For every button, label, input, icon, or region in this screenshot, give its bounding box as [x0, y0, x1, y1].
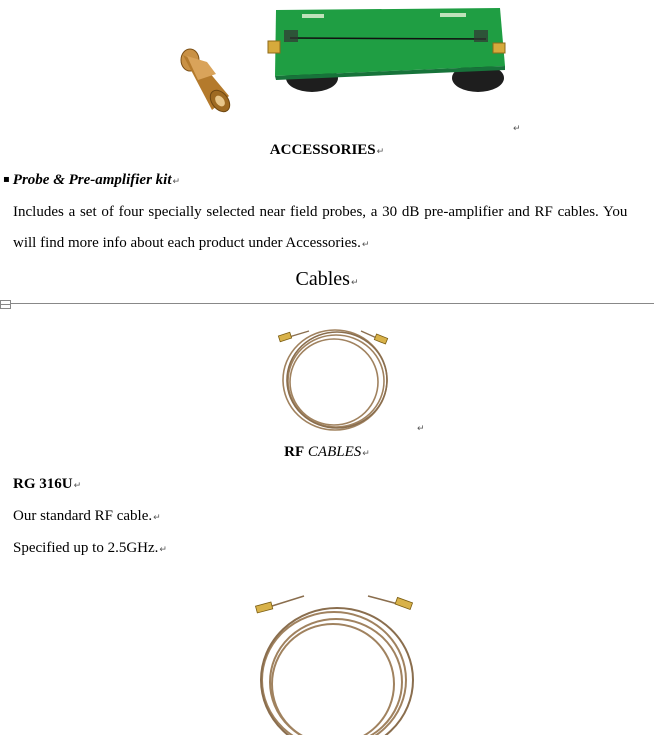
kit-title: Probe & Pre-amplifier kit — [12, 172, 172, 188]
paragraph-mark: ↵ — [172, 177, 181, 187]
cable-description-line-1 — [13, 508, 161, 525]
page-break-marker-icon — [0, 300, 11, 309]
rf-caption-bold: RF — [284, 444, 305, 460]
bullet-icon: ▪ — [3, 174, 10, 185]
kit-description-line-1: Includes a set of four specially selected near field probes, a 30 dB pre-amplifier and RF cables. You — [13, 204, 628, 220]
paragraph-mark: ↵ — [513, 124, 521, 134]
cables-title-text: Cables — [295, 268, 350, 290]
accessories-image — [0, 0, 654, 125]
sma-adapter-image — [181, 49, 234, 115]
paragraph-mark: ↵ — [159, 545, 167, 555]
accessories-title-text: ACCESSORIES — [269, 142, 376, 158]
preamplifier-board-image — [268, 8, 505, 92]
cables-section-title — [0, 268, 654, 291]
rf-cables-caption — [0, 444, 654, 461]
page-break-line — [0, 303, 654, 304]
kit-item — [3, 172, 180, 189]
paragraph-mark: ↵ — [417, 424, 425, 434]
cable-model-title — [13, 476, 81, 493]
rf-cable-large-image — [250, 588, 420, 735]
paragraph-mark: ↵ — [361, 240, 370, 250]
paragraph-mark: ↵ — [376, 147, 385, 157]
rf-cable-small-image — [275, 325, 400, 435]
cable-model-text: RG 316U — [13, 476, 73, 492]
kit-description-line-2 — [13, 235, 369, 252]
paragraph-mark: ↵ — [362, 449, 370, 459]
paragraph-mark: ↵ — [153, 513, 161, 523]
rf-caption-italic: CABLES — [307, 444, 362, 460]
accessories-title — [0, 141, 654, 159]
paragraph-mark: ↵ — [350, 278, 359, 288]
paragraph-mark: ↵ — [73, 481, 82, 491]
kit-description-text: will find more info about each product under Accessories. — [13, 235, 361, 251]
cable-description-text-1: Our standard RF cable. — [13, 508, 153, 524]
cable-description-text-2: Specified up to 2.5GHz. — [13, 540, 159, 556]
cable-description-line-2 — [13, 540, 167, 557]
